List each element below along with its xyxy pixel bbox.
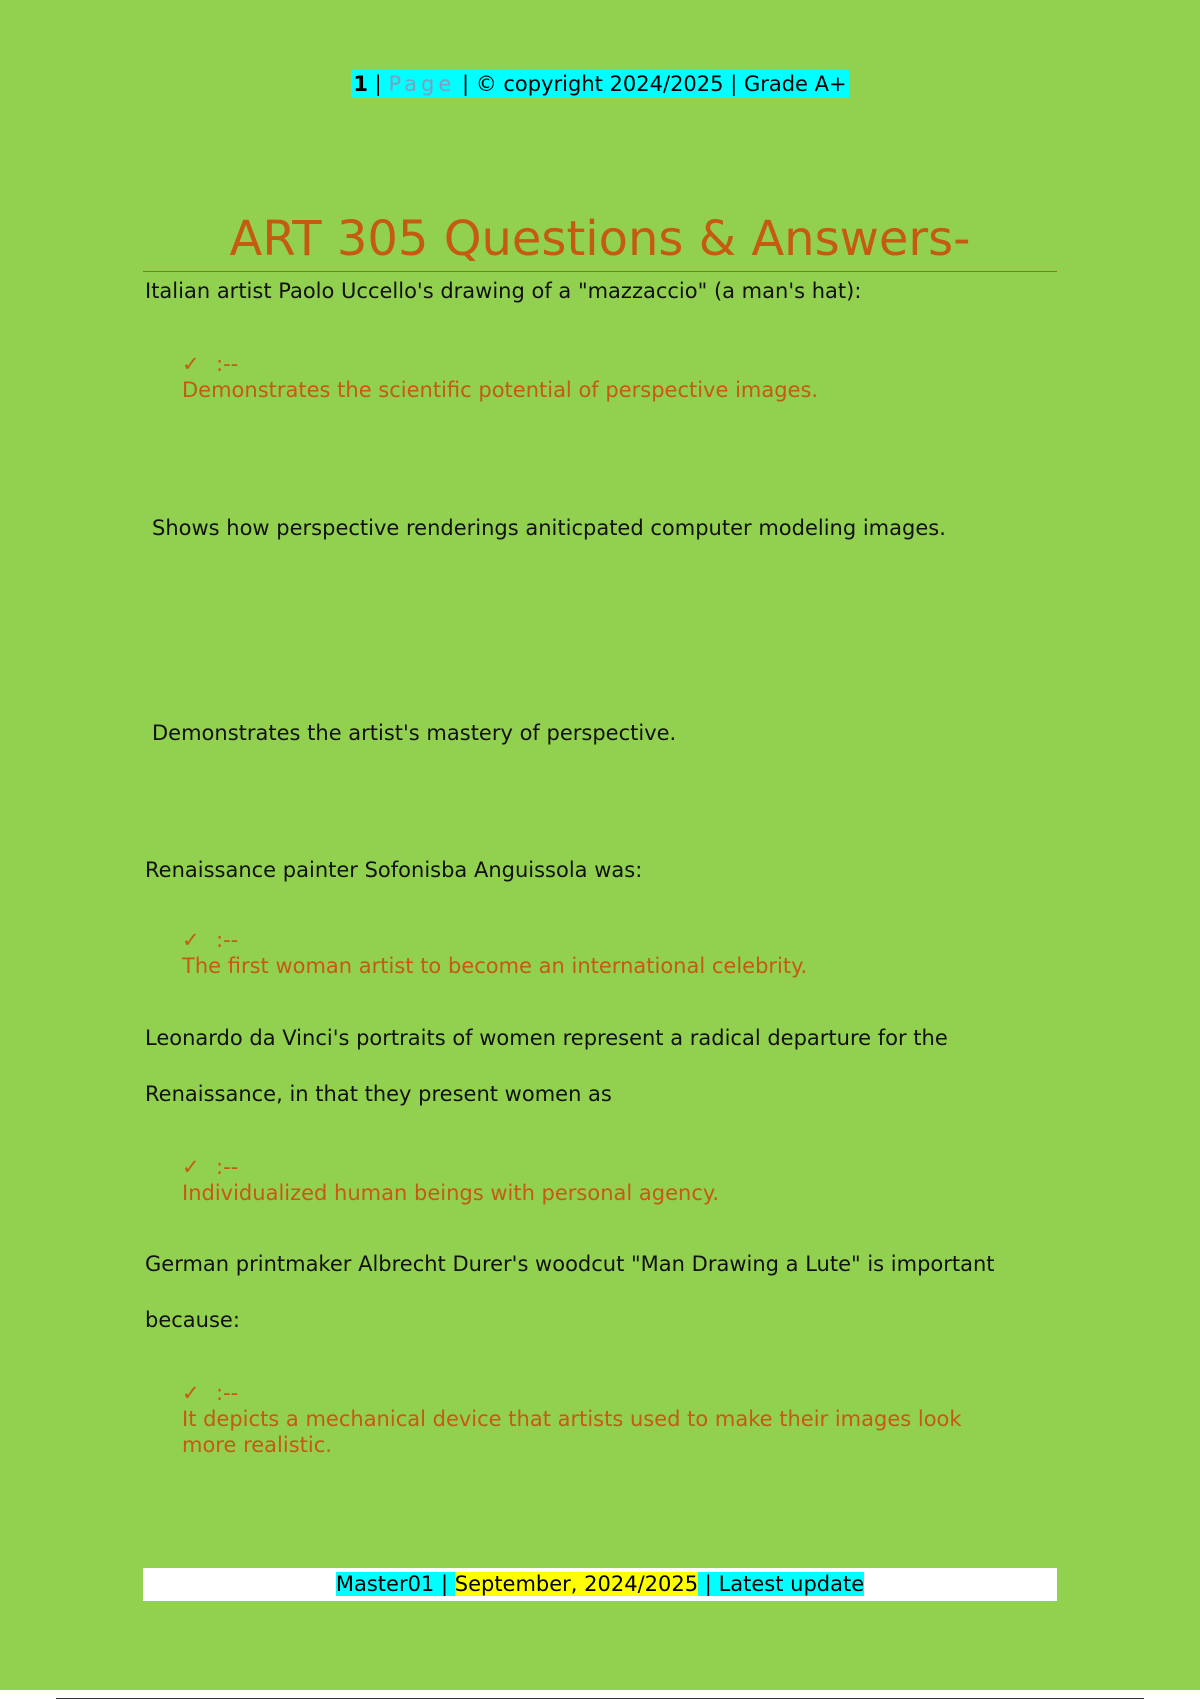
page-number: 1 [353, 72, 368, 96]
footer-date: September, 2024/2025 [454, 1572, 699, 1596]
question-1: Italian artist Paolo Uccello's drawing of a "mazzaccio" (a man's hat): [145, 279, 862, 303]
answer-text: The first woman artist to become an international celebrity. [182, 954, 808, 978]
page-word: Page [388, 72, 456, 96]
answer-text: Demonstrates the scientific potential of perspective images. [182, 378, 819, 402]
answer-marker: :-- [216, 1381, 239, 1405]
option-line-2: Demonstrates the artist's mastery of perspective. [152, 721, 677, 745]
answer-text: Individualized human beings with personal agency. [182, 1181, 719, 1205]
copyright-text: | © copyright 2024/2025 | Grade A+ [455, 72, 847, 96]
answer-marker: :-- [216, 352, 239, 376]
answer-text: It depicts a mechanical device that artists used to make their images look more realistic. [182, 1407, 962, 1457]
answer-marker: :-- [216, 928, 239, 952]
answer-1 [182, 351, 1042, 403]
footer-status: Latest update [718, 1572, 865, 1596]
check-icon: ✓ [182, 928, 200, 952]
footer-author: Master01 [335, 1572, 435, 1596]
page-footer: Master01 | September, 2024/2025 | Latest update [143, 1568, 1057, 1601]
question-2: Renaissance painter Sofonisba Anguissola was: [145, 858, 643, 882]
bottom-rule [56, 1698, 1144, 1699]
check-icon: ✓ [182, 352, 200, 376]
check-icon: ✓ [182, 1381, 200, 1405]
header-highlight: 1 | Page | © copyright 2024/2025 | Grade A+ [353, 72, 847, 96]
page-header [0, 72, 1200, 96]
answer-2 [182, 927, 1042, 979]
answer-4 [182, 1380, 1042, 1458]
check-icon: ✓ [182, 1155, 200, 1179]
page-title: ART 305 Questions & Answers- [143, 210, 1057, 272]
answer-marker: :-- [216, 1155, 239, 1179]
option-line-1: Shows how perspective renderings aniticpated computer modeling images. [152, 516, 946, 540]
question-4: German printmaker Albrecht Durer's woodcut "Man Drawing a Lute" is important because: [145, 1252, 995, 1332]
answer-3 [182, 1154, 1042, 1206]
question-3: Leonardo da Vinci's portraits of women represent a radical departure for the Renaissance, in that they present women as [145, 1026, 948, 1106]
